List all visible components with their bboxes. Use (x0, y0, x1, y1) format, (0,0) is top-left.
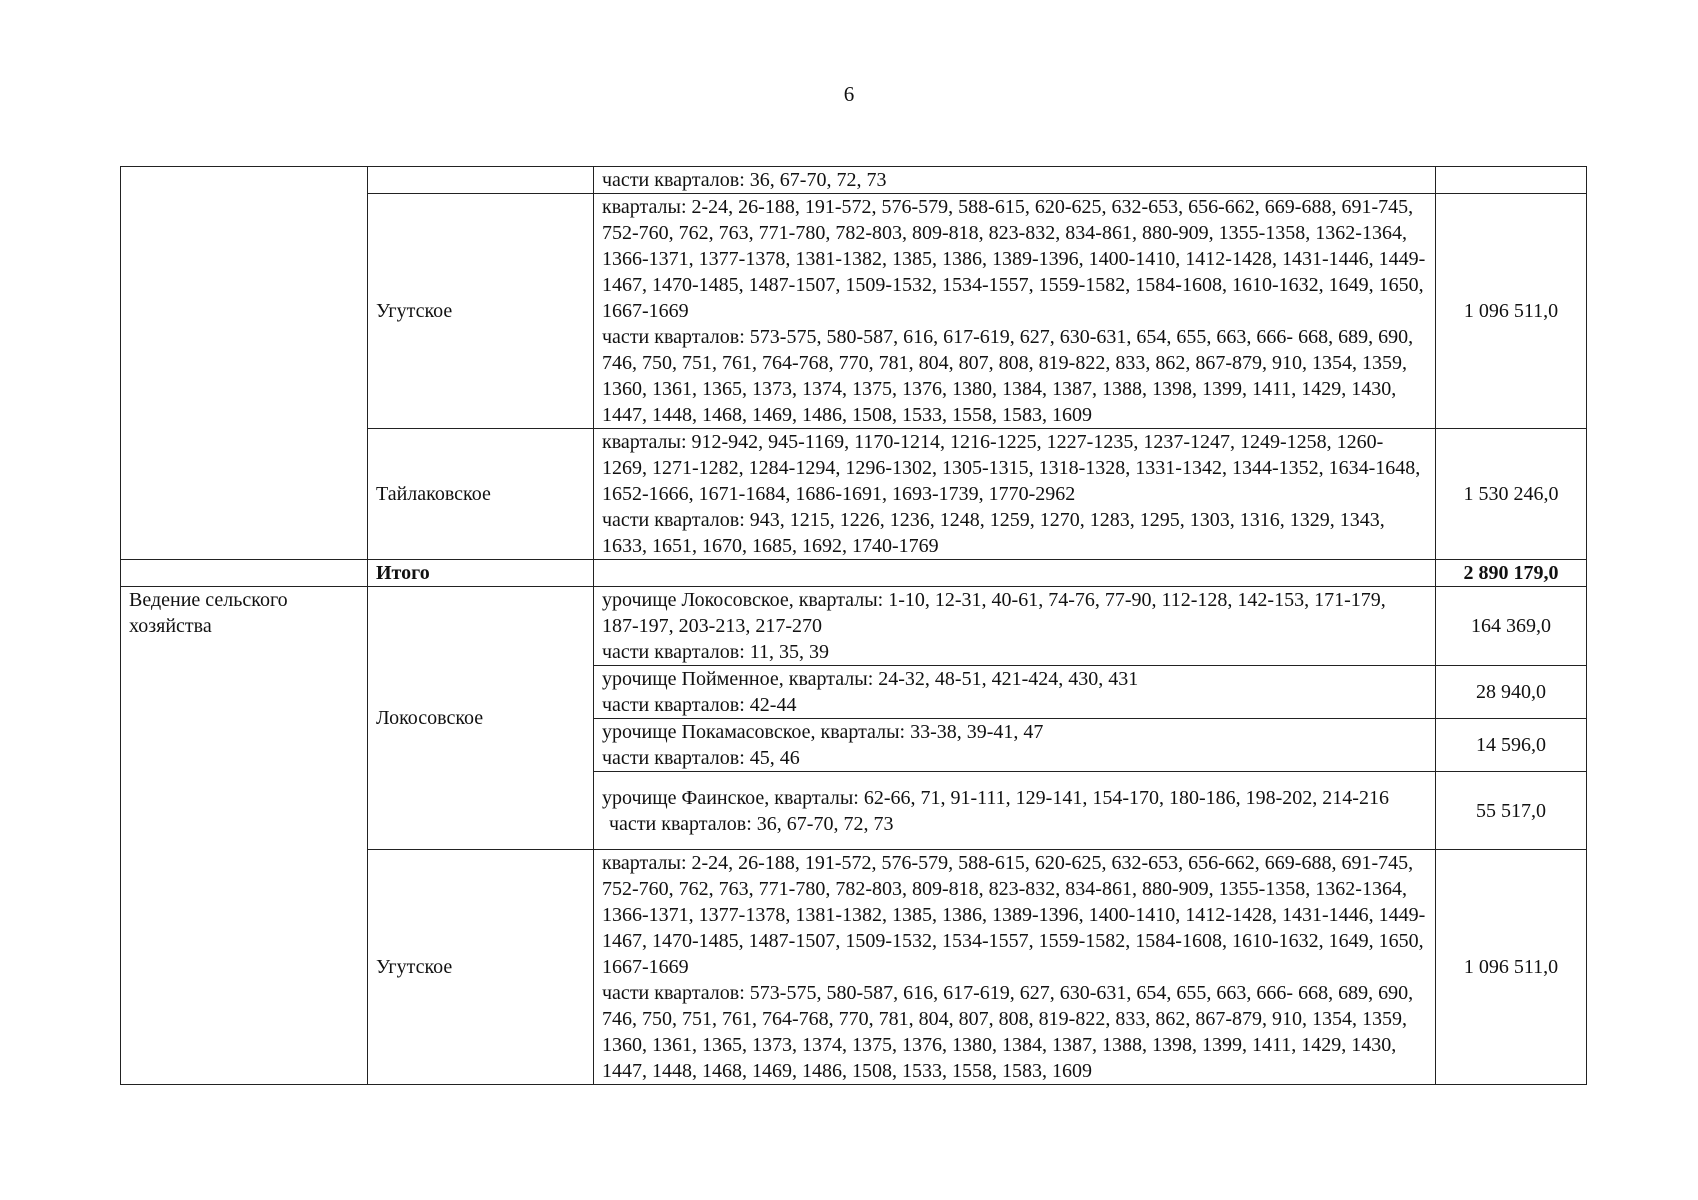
quarters-text: части кварталов: 36, 67-70, 72, 73 (602, 169, 887, 191)
quarters-cell (594, 850, 1436, 1085)
quarters-cell (594, 429, 1436, 560)
area-cell: 55 517,0 (1436, 772, 1587, 850)
purpose-cell-continued (121, 167, 368, 560)
table-row (121, 167, 1587, 194)
quarters-cell (594, 587, 1436, 666)
purpose-cell-empty (121, 560, 368, 587)
area-cell (1436, 167, 1587, 194)
forest-plots-table (120, 166, 1587, 1085)
quarters-text: кварталы: 2-24, 26-188, 191-572, 576-579, 588-615, 620-625, 632-653, 656-662, 669-688, 691-745, 752-760, 762, 763, 771-780, 782-803, 809-818, 823-832, 834-861, 880-909, 1355-1358, 1362-1364, 1366-1371, 1377-1378, 1381-1382, 1385, 1386, 1389-1396, 1400-1410, 1412-1428, 1431-1446, 1449-1467, 1470-1485, 1487-1507, 1509-1532, 1534-1557, 1559-1582, 1584-1608, 1610-1632, 1649, 1650, 1667-1669 (602, 196, 1426, 322)
total-area: 2 890 179,0 (1436, 560, 1587, 587)
district-cell: Угутское (368, 850, 594, 1085)
quarters-text: урочище Локосовское, кварталы: 1-10, 12-31, 40-61, 74-76, 77-90, 112-128, 142-153, 171-179, 187-197, 203-213, 217-270 (602, 589, 1386, 637)
quarters-text: урочище Фаинское, кварталы: 62-66, 71, 91-111, 129-141, 154-170, 180-186, 198-202, 214-216 (602, 786, 1389, 809)
partial-quarters-text: части кварталов: 45, 46 (602, 747, 800, 769)
quarters-text: урочище Пойменное, кварталы: 24-32, 48-51, 421-424, 430, 431 (602, 668, 1139, 690)
area-cell: 1 096 511,0 (1436, 194, 1587, 429)
partial-quarters-text: части кварталов: 573-575, 580-587, 616, 617-619, 627, 630-631, 654, 655, 663, 666- 668, 689, 690, 746, 750, 751, 761, 764-768, 770, 781, 804, 807, 808, 819-822, 833, 862, 867-879, 910, 1354, 1359, 1360, 1361, 1365, 1373, 1374, 1375, 1376, 1380, 1384, 1387, 1388, 1398, 1399, 1411, 1429, 1430, 1447, 1448, 1468, 1469, 1486, 1508, 1533, 1558, 1583, 1609 (602, 982, 1414, 1082)
area-cell: 1 096 511,0 (1436, 850, 1587, 1085)
quarters-cell (594, 167, 1436, 194)
table-row (121, 587, 1587, 666)
district-cell: Локосовское (368, 587, 594, 850)
quarters-text: кварталы: 2-24, 26-188, 191-572, 576-579, 588-615, 620-625, 632-653, 656-662, 669-688, 691-745, 752-760, 762, 763, 771-780, 782-803, 809-818, 823-832, 834-861, 880-909, 1355-1358, 1362-1364, 1366-1371, 1377-1378, 1381-1382, 1385, 1386, 1389-1396, 1400-1410, 1412-1428, 1431-1446, 1449-1467, 1470-1485, 1487-1507, 1509-1532, 1534-1557, 1559-1582, 1584-1608, 1610-1632, 1649, 1650, 1667-1669 (602, 852, 1426, 978)
total-row (121, 560, 1587, 587)
quarters-cell (594, 719, 1436, 772)
quarters-cell (594, 772, 1436, 850)
quarters-text: урочище Покамасовское, кварталы: 33-38, 39-41, 47 (602, 721, 1044, 743)
partial-quarters-text: части кварталов: 943, 1215, 1226, 1236, 1248, 1259, 1270, 1283, 1295, 1303, 1316, 1329, 1343, 1633, 1651, 1670, 1685, 1692, 1740-1769 (602, 509, 1385, 557)
area-cell: 164 369,0 (1436, 587, 1587, 666)
page-number: 6 (843, 82, 855, 106)
district-cell-continued (368, 167, 594, 194)
partial-quarters-text: части кварталов: 573-575, 580-587, 616, 617-619, 627, 630-631, 654, 655, 663, 666- 668, 689, 690, 746, 750, 751, 761, 764-768, 770, 781, 804, 807, 808, 819-822, 833, 862, 867-879, 910, 1354, 1359, 1360, 1361, 1365, 1373, 1374, 1375, 1376, 1380, 1384, 1387, 1388, 1398, 1399, 1411, 1429, 1430, 1447, 1448, 1468, 1469, 1486, 1508, 1533, 1558, 1583, 1609 (602, 326, 1414, 426)
quarters-cell (594, 666, 1436, 719)
district-cell: Тайлаковское (368, 429, 594, 560)
partial-quarters-text: части кварталов: 11, 35, 39 (602, 641, 830, 663)
area-cell: 28 940,0 (1436, 666, 1587, 719)
quarters-cell (594, 194, 1436, 429)
total-label: Итого (368, 560, 594, 587)
purpose-cell: Ведение сельского хозяйства (121, 587, 368, 1085)
area-cell: 1 530 246,0 (1436, 429, 1587, 560)
district-cell: Угутское (368, 194, 594, 429)
partial-quarters-text: части кварталов: 36, 67-70, 72, 73 (609, 812, 894, 835)
area-cell: 14 596,0 (1436, 719, 1587, 772)
quarters-text: кварталы: 912-942, 945-1169, 1170-1214, 1216-1225, 1227-1235, 1237-1247, 1249-1258, 1260-1269, 1271-1282, 1284-1294, 1296-1302, 1305-1315, 1318-1328, 1331-1342, 1344-1352, 1634-1648, 1652-1666, 1671-1684, 1686-1691, 1693-1739, 1770-2962 (602, 431, 1421, 505)
quarters-cell-empty (594, 560, 1436, 587)
partial-quarters-text: части кварталов: 42-44 (602, 694, 797, 716)
